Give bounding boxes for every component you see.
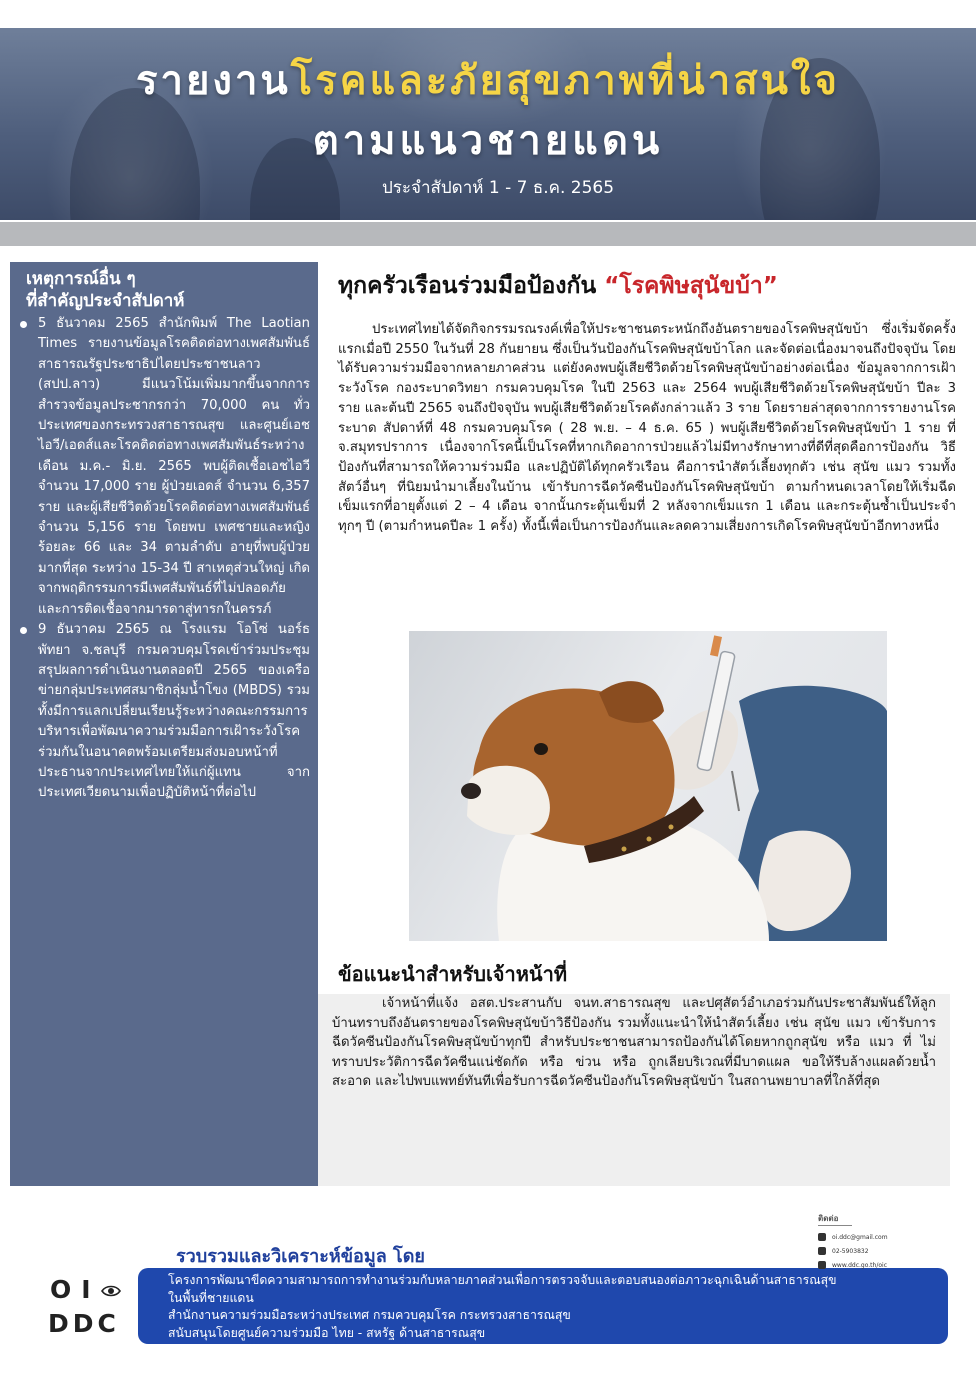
contact-email-text: oi.ddc@gmail.com [832,1233,888,1241]
advice-title: ข้อแนะนำสำหรับเจ้าหน้าที่ [338,962,568,986]
footer-line: โครงการพัฒนาขีดความสามารถการทำงานร่วมกับหลายภาคส่วนเพื่อการตรวจจับและตอบสนองต่อภาวะฉุกเฉินด้านสาธารณสุข [168,1273,837,1287]
advice-body: เจ้าหน้าที่แจ้ง อสต.ประสานกับ จนท.สาธารณสุข และปศุสัตว์อำเภอร่วมกันประชาสัมพันธ์ให้ลูกบ้านทราบถึงอันตรายของโรคพิษสุนัขบ้าวิธีป้องกัน รวมทั้งแนะนำให้นำสัตว์เลี้ยง เช่น สุนัข แมว เข้ารับการฉีดวัคซีนป้องกันโรคพิษสุนัขบ้าทุกปี สำหรับประชาชนสามารถป้องกันได้โดยหากถูกสุนัข หรือ แมว ที่ ไม่ทราบประวัติการฉีดวัคซีนแน่ชัดกัด หรือ ข่วน หรือ ถูกเลียบริเวณที่มีบาดแผล ขอให้รีบล้างแผลด้วยน้ำสะอาด และไปพบแพทย์ทันทีเพื่อรับการฉีดวัคซีนป้องกันโรคพิษสุนัขบ้า ในสถานพยาบาลที่ใกล้ที่สุด [332,996,936,1090]
contact-block [818,1212,938,1272]
article-title-part1: ทุกครัวเรือนร่วมมือป้องกัน [338,273,597,299]
contact-website-text: www.ddc.go.th/oic [832,1261,887,1269]
globe-icon [818,1261,826,1269]
contact-phone-text: 02-5903832 [832,1247,869,1255]
list-item [20,620,310,804]
article-body: ประเทศไทยได้จัดกิจกรรมรณรงค์เพื่อให้ประชาชนตระหนักถึงอันตรายของโรคพิษสุนัขบ้า ซึ่งเริ่มจัดครั้งแรกเมื่อปี 2550 ในวันที่ 28 กันยายน ซึ่งเป็นวันป้องกันโรคพิษสุนัขบ้าโลก และจัดต่อเนื่องมาจนถึงปัจจุบัน โดยได้รับความร่วมมือจากหลายภาคส่วน แต่ยังคงพบผู้เสียชีวิตด้วยโรคพิษสุนัขบ้าอย่างต่อเนื่อง ข้อมูลจากการเฝ้าระวังโรค กองระบาดวิทยา กรมควบคุมโรค ในปี 2563 และ 2564 พบผู้เสียชีวิตด้วยโรคพิษสุนัขบ้า ปีละ 3 ราย และต้นปี 2565 จนถึงปัจจุบัน พบผู้เสียชีวิตด้วยโรคดังกล่าวแล้ว 3 ราย โดยรายล่าสุดจากการรายงานโรคระบาด สัปดาห์ที่ 48 กรมควบคุมโรค ( 28 พ.ย. – 4 ธ.ค. 65 ) พบผู้เสียชีวิตด้วยโรคพิษสุนัขบ้า 1 ราย ที่ จ.สมุทรปราการ เนื่องจากโรคนี้เป็นโรคที่หากเกิดอาการป่วยแล้วไม่มีทางรักษาทางที่ดีที่สุดคือการป้องกัน วิธีป้องกันที่สามารถให้ความร่วมมือ และปฏิบัติได้ทุกครัวเรือน คือการนำสัตว์เลี้ยงทุกตัว เช่น สุนัข แมว รวมทั้งสัตว์อื่นๆ ที่นิยมนำมาเลี้ยงในบ้าน เข้ารับการฉีดวัคซีนป้องกันโรคพิษสุนัขบ้า ตามกำหนดเวลาโดยให้เริ่มฉีดเข็มแรกที่อายุตั้งแต่ 2 – 4 เดือน จากนั้นกระตุ้นเข็มที่ 2 หลังจากเข็มแรก 1 เดือน และกระตุ้นซ้ำเป็นประจำ ทุกๆ ปี (ตามกำหนดปีละ 1 ครั้ง) ทั้งนี้เพื่อเป็นการป้องกันและลดความเสี่ยงการเกิดโรคพิษสุนัขบ้าอีกทางหนึ่ง [338,322,956,535]
page-title-line2: ตามแนวชายแดน [312,118,664,164]
sidebar-title-line1: เหตุการณ์อื่น ๆ [26,269,136,289]
contact-phone[interactable] [818,1244,938,1258]
event-text: 9 ธันวาคม 2565 ณ โรงแรม โอโซ่ นอร์ธ พัทยา จ.ชลบุรี กรมควบคุมโรคเข้าร่วมประชุม สรุปผลการดำเนินงานตลอดปี 2565 ของเครือข่ายกลุ่มประเทศสมาชิกลุ่มน้ำโขง (MBDS) รวมทั้งมีการแลกเปลี่ยนเรียนรู้ระหว่างคณะกรรมการบริหารเพื่อพัฒนาความร่วมมือการเฝ้าระวังโรคร่วมกันในอนาคตพร้อมเตรียมส่งมอบหน้าที่ประธานจากประเทศไทยให้แก่ผู้แทน จากประเทศเวียดนามเพื่อปฏิบัติหน้าที่ต่อไป [38,622,310,801]
logo-text-line2: DDC [48,1309,120,1338]
logo-text-line1: OI [50,1275,101,1304]
email-icon [818,1233,826,1241]
eye-icon [101,1283,121,1303]
list-item [20,314,310,620]
footer-line: ในพื้นที่ชายแดน [168,1290,254,1305]
report-period: ประจำสัปดาห์ 1 - 7 ธ.ค. 2565 [381,178,615,198]
contact-website[interactable] [818,1258,938,1272]
footer-line: สนับสนุนโดยศูนย์ความร่วมมือ ไทย - สหรัฐ ด้านสาธารณสุข [168,1325,486,1340]
footer-line: สำนักงานความร่วมมือระหว่างประเทศ กรมควบคุมโรค กระทรวงสาธารณสุข [168,1308,571,1323]
oiddc-logo [46,1275,132,1341]
page-title-part1: รายงาน [136,58,291,104]
dog-vaccination-illustration [409,631,887,941]
event-text: 5 ธันวาคม 2565 สำนักพิมพ์ The Laotian Times รายงานข้อมูลโรคติดต่อทางเพศสัมพันธ์สาธารณรัฐประชาธิปไตยประชาชนลาว (สปป.ลาว) มีแนวโน้มเพิ่มมากขึ้นจากการสำรวจข้อมูลประชากรกว่า 70,000 คน ทั่วประเทศของกระทรวงสาธารณสุข และศูนย์เอชไอวี/เอดส์และโรคติดต่อทางเพศสัมพันธ์ระหว่าง เดือน ม.ค.- มิ.ย. 2565 พบผู้ติดเชื้อเอชไอวีจำนวน 17,000 ราย ผู้ป่วยเอดส์ จำนวน 6,357 ราย และผู้เสียชีวิตด้วยโรคติดต่อทางเพศสัมพันธ์ จำนวน 5,156 ราย โดยพบ เพศชายและหญิง ร้อยละ 66 และ 34 ตามลำดับ อายุที่พบผู้ป่วยมากที่สุด ระหว่าง 15-34 ปี สาเหตุส่วนใหญ่ เกิดจากพฤติกรรมการมีเพศสัมพันธ์ที่ไม่ปลอดภัย และการติดเชื้อจากมารดาสู่ทารกในครรภ์ [38,316,310,617]
bullet-icon [20,321,27,328]
contact-label: ติดต่อ [818,1212,852,1226]
footer-title: รวบรวมและวิเคราะห์ข้อมูล โดย [176,1246,425,1267]
sidebar-title [26,268,310,312]
phone-icon [818,1247,826,1255]
page-title [0,48,976,112]
footer-info-box [138,1268,948,1344]
sidebar-title-line2: ที่สำคัญประจำสัปดาห์ [26,291,185,311]
sidebar-other-events [10,262,318,1186]
article-title-highlight: “โรคพิษสุนัขบ้า” [604,273,778,299]
header-banner [0,28,976,220]
contact-email[interactable] [818,1230,938,1244]
bullet-icon [20,627,27,634]
header-divider [0,222,976,246]
dog-vaccination-photo [409,631,887,941]
article-title [338,268,958,304]
page-title-part2: โรคและภัยสุขภาพที่น่าสนใจ [290,58,840,104]
advice-box [318,994,950,1186]
sidebar-event-list [20,314,310,804]
